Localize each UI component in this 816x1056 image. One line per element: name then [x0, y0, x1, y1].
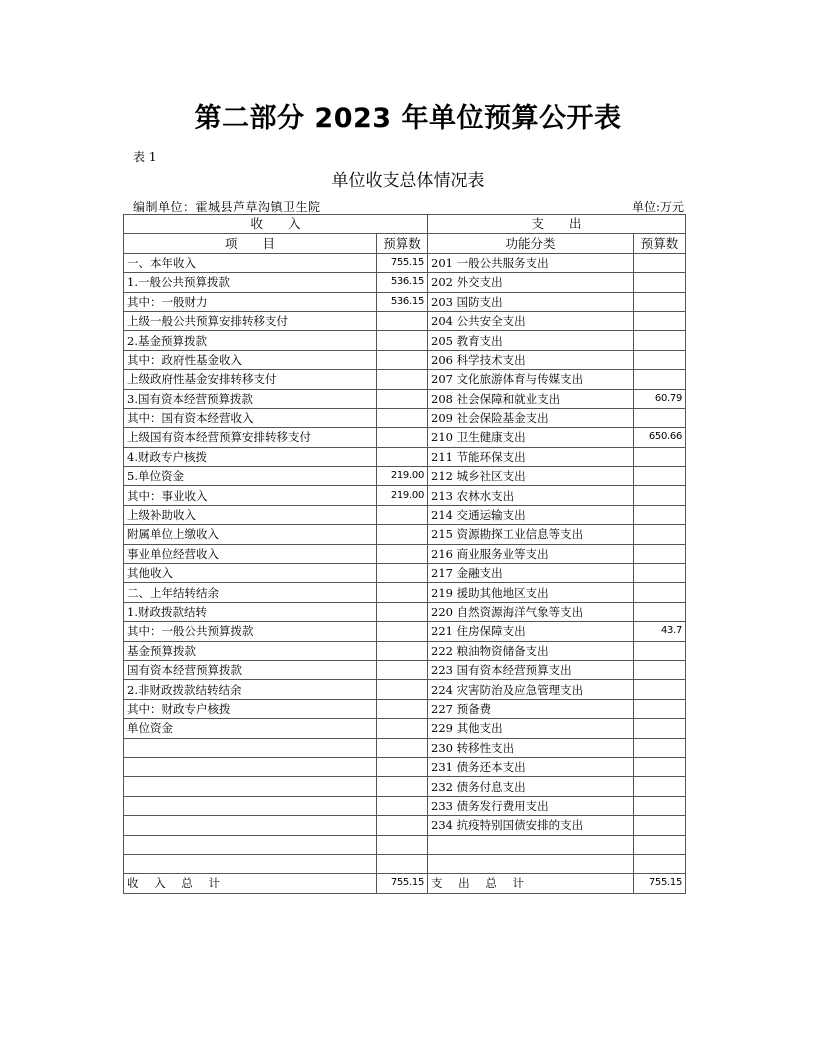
expense-value-cell	[634, 253, 686, 272]
income-item-cell: 其中：国有资本经营收入	[124, 408, 377, 427]
expense-value-cell	[634, 602, 686, 621]
income-item-cell: 其中：事业收入	[124, 486, 377, 505]
income-item-cell	[124, 777, 377, 796]
table-row	[124, 428, 686, 447]
table-row	[124, 660, 686, 679]
table-row	[124, 777, 686, 796]
income-value-cell	[377, 350, 428, 369]
income-total-value: 755.15	[377, 874, 428, 893]
table-row	[124, 816, 686, 835]
expense-item-cell: 209 社会保险基金支出	[428, 408, 634, 427]
table-row	[124, 854, 686, 873]
expense-total-label: 支 出 总 计	[428, 874, 634, 893]
income-item-cell: 其中：一般公共预算拨款	[124, 622, 377, 641]
table-row	[124, 389, 686, 408]
expense-item-cell: 234 抗疫特别国债安排的支出	[428, 816, 634, 835]
expense-item-cell: 212 城乡社区支出	[428, 467, 634, 486]
income-item-cell: 上级一般公共预算安排转移支付	[124, 311, 377, 330]
expense-item-cell: 208 社会保障和就业支出	[428, 389, 634, 408]
table-row	[124, 583, 686, 602]
expense-item-cell	[428, 835, 634, 854]
column-header-row	[124, 234, 686, 253]
expense-total-value: 755.15	[634, 874, 686, 893]
income-value-cell	[377, 796, 428, 815]
expense-item-cell: 203 国防支出	[428, 292, 634, 311]
table-row	[124, 505, 686, 524]
income-value-cell	[377, 641, 428, 660]
income-value-cell	[377, 331, 428, 350]
income-item-cell	[124, 757, 377, 776]
income-value-cell	[377, 699, 428, 718]
income-value-cell	[377, 602, 428, 621]
expense-item-cell: 219 援助其他地区支出	[428, 583, 634, 602]
expense-value-cell	[634, 680, 686, 699]
expense-value-cell	[634, 719, 686, 738]
expense-value-cell	[634, 331, 686, 350]
expense-value-cell	[634, 292, 686, 311]
income-item-cell: 附属单位上缴收入	[124, 525, 377, 544]
total-row	[124, 874, 686, 893]
income-value-cell	[377, 777, 428, 796]
income-item-cell: 其他收入	[124, 564, 377, 583]
expense-item-cell: 232 债务付息支出	[428, 777, 634, 796]
table-row	[124, 622, 686, 641]
expense-value-cell	[634, 816, 686, 835]
table-row	[124, 370, 686, 389]
function-header: 功能分类	[428, 234, 634, 253]
expense-value-cell	[634, 505, 686, 524]
expense-value-cell	[634, 273, 686, 292]
expense-value-cell	[634, 757, 686, 776]
income-item-cell: 5.单位资金	[124, 467, 377, 486]
budget-table	[123, 214, 686, 894]
income-value-cell	[377, 311, 428, 330]
income-value-cell	[377, 738, 428, 757]
expense-item-cell: 204 公共安全支出	[428, 311, 634, 330]
table-row	[124, 486, 686, 505]
income-value-cell	[377, 660, 428, 679]
table-title: 单位收支总体情况表	[331, 171, 485, 191]
expense-item-cell: 227 预备费	[428, 699, 634, 718]
income-item-cell: 事业单位经营收入	[124, 544, 377, 563]
income-item-cell: 1.财政拨款结转	[124, 602, 377, 621]
expense-item-cell: 217 金融支出	[428, 564, 634, 583]
income-item-cell: 上级补助收入	[124, 505, 377, 524]
expense-item-cell: 230 转移性支出	[428, 738, 634, 757]
expense-item-cell: 207 文化旅游体育与传媒支出	[428, 370, 634, 389]
table-row	[124, 796, 686, 815]
table-row	[124, 350, 686, 369]
table-row	[124, 525, 686, 544]
expense-value-cell	[634, 738, 686, 757]
expense-value-cell: 60.79	[634, 389, 686, 408]
table-row	[124, 544, 686, 563]
table-row	[124, 602, 686, 621]
income-value-cell	[377, 408, 428, 427]
income-item-cell	[124, 816, 377, 835]
expense-value-cell	[634, 835, 686, 854]
table-row	[124, 738, 686, 757]
expense-item-cell: 231 债务还本支出	[428, 757, 634, 776]
table-number: 表 1	[133, 150, 157, 164]
expense-value-cell	[634, 660, 686, 679]
income-total-label: 收 入 总 计	[124, 874, 377, 893]
income-item-cell	[124, 854, 377, 873]
expense-value-cell	[634, 796, 686, 815]
expense-item-cell: 222 粮油物资储备支出	[428, 641, 634, 660]
income-item-cell: 基金预算拨款	[124, 641, 377, 660]
expense-value-cell	[634, 777, 686, 796]
income-value-cell	[377, 622, 428, 641]
expense-value-cell	[634, 525, 686, 544]
expense-item-cell: 223 国有资本经营预算支出	[428, 660, 634, 679]
income-item-cell: 3.国有资本经营预算拨款	[124, 389, 377, 408]
page-title: 第二部分 2023 年单位预算公开表	[194, 103, 622, 134]
table-row	[124, 331, 686, 350]
expense-value-cell	[634, 467, 686, 486]
income-item-cell: 其中：政府性基金收入	[124, 350, 377, 369]
income-item-cell: 上级政府性基金安排转移支付	[124, 370, 377, 389]
expense-header: 支 出	[428, 215, 686, 234]
expense-value-cell: 43.7	[634, 622, 686, 641]
expense-item-cell: 206 科学技术支出	[428, 350, 634, 369]
table-row	[124, 253, 686, 272]
expense-value-cell	[634, 544, 686, 563]
table-row	[124, 292, 686, 311]
table-row	[124, 273, 686, 292]
table-row	[124, 719, 686, 738]
income-item-cell	[124, 738, 377, 757]
table-body	[124, 253, 686, 874]
expense-value-cell	[634, 641, 686, 660]
income-value-cell: 755.15	[377, 253, 428, 272]
expense-item-cell: 229 其他支出	[428, 719, 634, 738]
income-item-cell	[124, 835, 377, 854]
income-item-cell: 一、本年收入	[124, 253, 377, 272]
income-value-cell	[377, 428, 428, 447]
income-item-cell: 1.一般公共预算拨款	[124, 273, 377, 292]
income-value-cell: 536.15	[377, 273, 428, 292]
income-value-cell: 536.15	[377, 292, 428, 311]
unit-label: 单位:万元	[631, 200, 684, 214]
expense-value-cell	[634, 486, 686, 505]
table-row	[124, 835, 686, 854]
table-row	[124, 311, 686, 330]
expense-item-cell: 224 灾害防治及应急管理支出	[428, 680, 634, 699]
income-value-cell	[377, 564, 428, 583]
income-value-cell	[377, 389, 428, 408]
income-item-cell: 其中：一般财力	[124, 292, 377, 311]
expense-item-cell: 221 住房保障支出	[428, 622, 634, 641]
income-item-cell: 其中：财政专户核拨	[124, 699, 377, 718]
section-header-row	[124, 215, 686, 234]
income-header: 收 入	[124, 215, 428, 234]
expense-value-cell	[634, 854, 686, 873]
income-item-cell: 单位资金	[124, 719, 377, 738]
income-value-cell	[377, 447, 428, 466]
expense-value-cell	[634, 564, 686, 583]
expense-value-cell	[634, 370, 686, 389]
expense-item-cell: 214 交通运输支出	[428, 505, 634, 524]
income-value-cell	[377, 816, 428, 835]
expense-item-cell: 220 自然资源海洋气象等支出	[428, 602, 634, 621]
table-row	[124, 757, 686, 776]
income-value-cell	[377, 583, 428, 602]
expense-item-cell: 215 资源勘探工业信息等支出	[428, 525, 634, 544]
income-value-cell	[377, 854, 428, 873]
expense-item-cell	[428, 854, 634, 873]
income-value-cell: 219.00	[377, 486, 428, 505]
table-row	[124, 680, 686, 699]
income-value-cell	[377, 757, 428, 776]
income-item-cell: 2.基金预算拨款	[124, 331, 377, 350]
expense-value-cell	[634, 447, 686, 466]
income-value-cell	[377, 719, 428, 738]
income-item-cell: 上级国有资本经营预算安排转移支付	[124, 428, 377, 447]
item-header: 项 目	[124, 234, 377, 253]
income-value-cell: 219.00	[377, 467, 428, 486]
expense-item-cell: 201 一般公共服务支出	[428, 253, 634, 272]
expense-item-cell: 233 债务发行费用支出	[428, 796, 634, 815]
income-value-cell	[377, 680, 428, 699]
table-row	[124, 447, 686, 466]
expense-value-cell	[634, 311, 686, 330]
expense-value-cell	[634, 350, 686, 369]
table-row	[124, 641, 686, 660]
table-row	[124, 467, 686, 486]
expense-value-cell: 650.66	[634, 428, 686, 447]
expense-item-cell: 210 卫生健康支出	[428, 428, 634, 447]
budget-header: 预算数	[377, 234, 428, 253]
table-row	[124, 699, 686, 718]
expense-value-cell	[634, 408, 686, 427]
expense-value-cell	[634, 699, 686, 718]
income-value-cell	[377, 505, 428, 524]
expense-item-cell: 216 商业服务业等支出	[428, 544, 634, 563]
income-value-cell	[377, 544, 428, 563]
expense-item-cell: 213 农林水支出	[428, 486, 634, 505]
budget-header-expense: 预算数	[634, 234, 686, 253]
table-row	[124, 564, 686, 583]
income-value-cell	[377, 525, 428, 544]
income-value-cell	[377, 370, 428, 389]
income-item-cell: 4.财政专户核拨	[124, 447, 377, 466]
income-value-cell	[377, 835, 428, 854]
expense-item-cell: 202 外交支出	[428, 273, 634, 292]
income-item-cell	[124, 796, 377, 815]
organization-label: 编制单位：霍城县芦草沟镇卫生院	[133, 200, 321, 214]
income-item-cell: 二、上年结转结余	[124, 583, 377, 602]
expense-value-cell	[634, 583, 686, 602]
expense-item-cell: 205 教育支出	[428, 331, 634, 350]
table-row	[124, 408, 686, 427]
expense-item-cell: 211 节能环保支出	[428, 447, 634, 466]
income-item-cell: 2.非财政拨款结转结余	[124, 680, 377, 699]
income-item-cell: 国有资本经营预算拨款	[124, 660, 377, 679]
